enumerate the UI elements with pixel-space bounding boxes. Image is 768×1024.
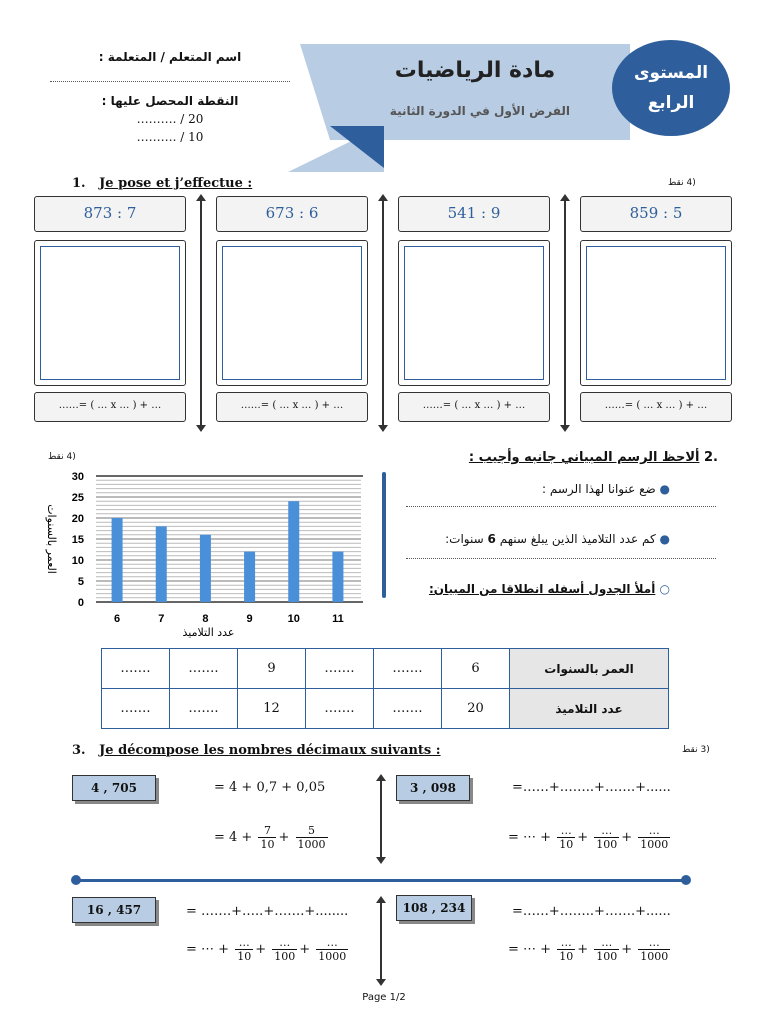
division-label: 541 : 9 [398, 196, 550, 232]
fraction [235, 936, 253, 963]
table-row [102, 689, 669, 729]
decimal-box-4: 108 , 234 [396, 895, 472, 921]
decomp-3-line1[interactable]: = …….+…..+…….+........ [186, 904, 349, 919]
level-line1: المستوى [633, 63, 709, 83]
fraction [557, 936, 575, 963]
fraction [557, 824, 575, 851]
table-cell: 6 [442, 649, 510, 689]
table-cell[interactable]: ……. [374, 689, 442, 729]
division-check[interactable]: ……= ( … x … ) + … [34, 392, 186, 422]
q1-number: 1. [72, 176, 86, 191]
q2-points: (4 نقط [48, 452, 76, 462]
decomp-1-line1: = 4 + 0,7 + 0,05 [214, 780, 326, 795]
division-label: 873 : 7 [34, 196, 186, 232]
denominator: 1000 [318, 950, 347, 963]
bar [332, 552, 343, 602]
q1-title [72, 176, 252, 191]
x-tick-label: 11 [332, 613, 344, 625]
fraction [638, 824, 670, 851]
numerator: … [594, 936, 619, 950]
numerator: … [638, 936, 670, 950]
page-number: Page 1/2 [362, 992, 406, 1003]
fraction [594, 824, 619, 851]
division-workspace[interactable] [216, 240, 368, 386]
column-separator [200, 200, 202, 426]
x-tick-label: 6 [114, 613, 121, 625]
division-workspace[interactable] [398, 240, 550, 386]
decomp-3-line2[interactable]: = ⋯ + $\frac{\dots}{10}$ + $\frac{\dots}{100}$ + $\frac{\dots}{1000}$ [186, 936, 347, 963]
denominator: 1000 [640, 838, 669, 851]
q2-number: .2 [704, 450, 718, 465]
column-separator [564, 200, 566, 426]
bar-chart [36, 466, 376, 646]
x-tick-label: 9 [246, 613, 253, 625]
bar [112, 518, 123, 602]
x-tick-label: 7 [158, 613, 165, 625]
denominator: 1000 [297, 838, 326, 851]
denominator: 10 [237, 950, 252, 963]
y-tick-label: 20 [71, 513, 84, 525]
division-workspace[interactable] [34, 240, 186, 386]
y-tick-label: 30 [71, 471, 84, 483]
q3-vsep-bottom [380, 902, 382, 980]
level-badge [612, 40, 730, 136]
division-workspace[interactable] [580, 240, 732, 386]
fraction [316, 936, 348, 963]
bar [244, 552, 255, 602]
q3-text: Je décompose les nombres décimaux suivants : [99, 743, 441, 758]
score-20: ………. / 20 [136, 112, 204, 126]
q2-bullet3-text: أملأ الجدول أسفله انطلاقا من المبيان: [428, 582, 656, 596]
q2-bullet1: ● ضع عنوانا لهذا الرسم : [542, 482, 670, 496]
exam-title: الفرض الأول في الدورة الثانية [389, 104, 570, 118]
score-label: النقطة المحصل عليها : [101, 94, 239, 108]
hsep-dot-right [681, 875, 691, 885]
division-label: 859 : 5 [580, 196, 732, 232]
decimal-box-2: 3 , 098 [396, 775, 470, 801]
fraction [638, 936, 670, 963]
numerator: … [638, 824, 670, 838]
q2-bullet2-post: سنوات: [445, 532, 484, 546]
q2-heading [400, 450, 718, 465]
division-check[interactable]: ……= ( … x … ) + … [398, 392, 550, 422]
numerator: 7 [258, 824, 276, 838]
q3-vsep-top [380, 780, 382, 858]
q1-text: Je pose et j’effectue : [99, 176, 253, 191]
table-cell[interactable]: ……. [306, 689, 374, 729]
numerator: … [272, 936, 297, 950]
bar [156, 526, 167, 602]
fraction [272, 936, 297, 963]
y-tick-label: 10 [71, 555, 84, 567]
x-tick-label: 8 [202, 613, 209, 625]
q3-title [72, 743, 441, 758]
table-cell: 20 [442, 689, 510, 729]
q2-separator [382, 472, 386, 598]
division-check[interactable]: ……= ( … x … ) + … [216, 392, 368, 422]
decimal-box-1: 4 , 705 [72, 775, 156, 801]
fraction [296, 824, 328, 851]
denominator: 1000 [640, 950, 669, 963]
denominator: 100 [274, 950, 296, 963]
q2-bullet2-pre: كم عدد التلاميذ الذين يبلغ سنهم [499, 532, 656, 546]
frac-whole: = ⋯ + [186, 942, 230, 957]
division-label: 673 : 6 [216, 196, 368, 232]
y-tick-label: 5 [77, 576, 84, 588]
denominator: 100 [596, 950, 618, 963]
name-label: اسم المتعلم / المتعلمة : [98, 50, 242, 64]
division-column [34, 196, 186, 422]
table-cell[interactable]: ……. [102, 649, 170, 689]
decomp-1-line2: = 4 + $\frac{7}{10}$ + $\frac{5}{1000}$ [214, 824, 326, 851]
table-cell[interactable]: ……. [170, 689, 238, 729]
decomp-4-line2[interactable]: = ⋯ + $\frac{\dots}{10}$ + $\frac{\dots}{100}$ + $\frac{\dots}{1000}$ [508, 936, 669, 963]
numerator: … [316, 936, 348, 950]
q2-answer2-line[interactable] [406, 558, 716, 559]
division-check[interactable]: ……= ( … x … ) + … [580, 392, 732, 422]
decomp-2-line1[interactable]: =……+……..+…….+...... [512, 780, 671, 795]
decomp-2-line2[interactable]: = ⋯ + $\frac{\dots}{10}$ + $\frac{\dots}{100}$ + $\frac{\dots}{1000}$ [508, 824, 669, 851]
workspace-inner [40, 246, 180, 380]
denominator: 100 [596, 838, 618, 851]
q2-bullet1-text: ضع عنوانا لهذا الرسم : [542, 482, 656, 496]
numerator: … [594, 824, 619, 838]
decomp-4-line1[interactable]: =……+……..+…….+...... [512, 904, 671, 919]
x-tick-label: 10 [287, 613, 300, 625]
bar [200, 535, 211, 602]
q2-title: ألاحظ الرسم المبياني جانبه وأجيب : [468, 450, 700, 465]
row1-label: العمر بالسنوات [510, 649, 669, 689]
numerator: … [557, 824, 575, 838]
fraction [594, 936, 619, 963]
numerator: 5 [296, 824, 328, 838]
table-cell[interactable]: ……. [170, 649, 238, 689]
q1-points: (4 نقط [668, 178, 696, 188]
division-column [216, 196, 368, 422]
y-tick-label: 15 [71, 534, 84, 546]
bar [288, 501, 299, 602]
denominator: 10 [559, 950, 574, 963]
numerator: … [557, 936, 575, 950]
y-axis-label: العمر بالسنوات [45, 504, 58, 574]
score-10: ………. / 10 [136, 130, 204, 144]
subject-title: مادة الرياضيات [394, 58, 556, 83]
y-tick-label: 25 [71, 492, 84, 504]
frac-whole: = ⋯ + [508, 942, 552, 957]
division-column [398, 196, 550, 422]
frac-whole: = 4 + [214, 830, 253, 845]
x-axis-label: عدد التلاميذ [182, 626, 235, 639]
fraction [258, 824, 276, 851]
table-cell[interactable]: ……. [306, 649, 374, 689]
denominator: 10 [559, 838, 574, 851]
workspace-inner [222, 246, 362, 380]
y-tick-label: 0 [77, 597, 84, 609]
division-column [580, 196, 732, 422]
q3-number: 3. [72, 743, 86, 758]
workspace-inner [586, 246, 726, 380]
q3-points: (3 نقط [682, 745, 710, 755]
q2-answer1-line[interactable] [406, 506, 716, 507]
q2-bullet2-num: 6 [487, 532, 496, 546]
q2-bullet2: ● كم عدد التلاميذ الذين يبلغ سنهم 6 سنوات: [445, 532, 670, 546]
q3-hsep [76, 879, 686, 882]
numerator: … [235, 936, 253, 950]
table-cell: 9 [238, 649, 306, 689]
age-table [101, 648, 669, 729]
table-cell: 12 [238, 689, 306, 729]
decimal-box-3: 16 , 457 [72, 897, 156, 923]
row2-label: عدد التلاميذ [510, 689, 669, 729]
hsep-dot-left [71, 875, 81, 885]
table-cell[interactable]: ……. [102, 689, 170, 729]
workspace-inner [404, 246, 544, 380]
table-row [102, 649, 669, 689]
q2-bullet3: ○ أملأ الجدول أسفله انطلاقا من المبيان: [428, 582, 670, 596]
denominator: 10 [260, 838, 275, 851]
level-line2: الرابع [647, 93, 695, 113]
table-cell[interactable]: ……. [374, 649, 442, 689]
frac-whole: = ⋯ + [508, 830, 552, 845]
column-separator [382, 200, 384, 426]
